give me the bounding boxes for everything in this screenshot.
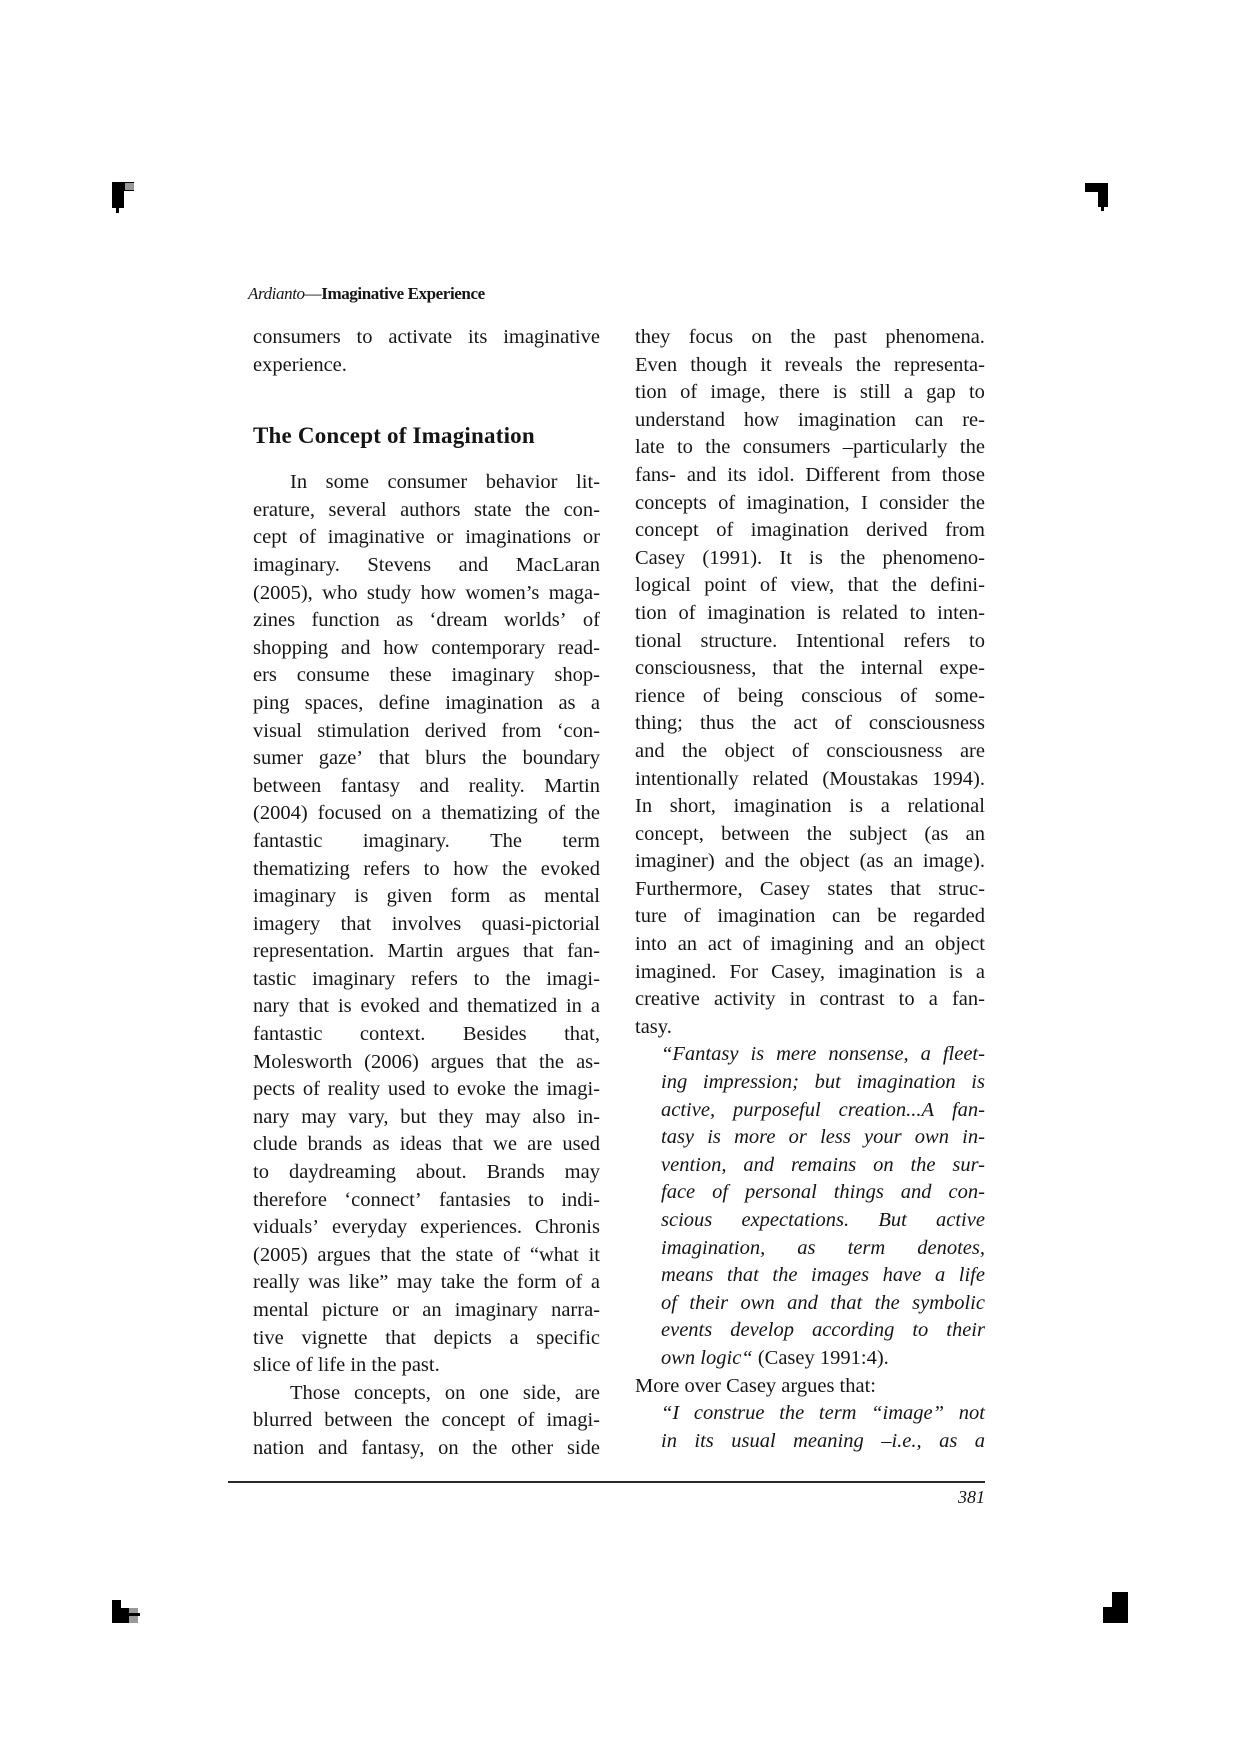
text-line: viduals’ everyday experiences. Chronis: [253, 1216, 600, 1239]
text-line: and the object of consciousness are: [635, 739, 985, 762]
text-line: between fantasy and reality. Martin: [253, 774, 600, 797]
text-line: intentionally related (Moustakas 1994).: [635, 767, 985, 790]
text-line: concept, between the subject (as an: [635, 822, 985, 845]
crop-mark-top-left-icon: [112, 182, 146, 214]
crop-mark-bottom-right-icon: [1103, 1592, 1129, 1624]
text-line: shopping and how contemporary read-: [253, 636, 600, 659]
running-header-author: Ardianto: [248, 284, 305, 303]
text-line: consciousness, that the internal expe-: [635, 657, 985, 680]
text-line: Those concepts, on one side, are: [290, 1381, 600, 1404]
text-line: slice of life in the past.: [253, 1354, 440, 1377]
text-line: tasy is more or less your own in-: [661, 1126, 985, 1149]
text-line: late to the consumers –particularly the: [635, 436, 985, 459]
text-line: of their own and that the symbolic: [661, 1291, 985, 1314]
section-heading: The Concept of Imagination: [253, 423, 535, 449]
text-line: imaginary is given form as mental: [253, 885, 600, 908]
text-line: Even though it reveals the representa-: [635, 353, 985, 376]
text-line: into an act of imagining and an object: [635, 933, 985, 956]
text-line: erature, several authors state the con-: [253, 498, 600, 521]
text-line: nation and fantasy, on the other side: [253, 1436, 600, 1459]
text-line: scious expectations. But active: [661, 1209, 985, 1231]
text-line: imaginary. Stevens and MacLaran: [253, 553, 600, 576]
text-line: they focus on the past phenomena.: [635, 326, 985, 348]
text-line: tive vignette that depicts a specific: [253, 1326, 600, 1349]
crop-mark-bottom-left-icon: [112, 1600, 142, 1626]
text-line: active, purposeful creation...A fan-: [661, 1098, 985, 1121]
text-line: face of personal things and con-: [661, 1181, 985, 1204]
text-line: tastic imaginary refers to the imagi-: [253, 967, 600, 990]
text-line: ture of imagination can be regarded: [635, 905, 985, 928]
text-line: imaginer) and the object (as an image).: [635, 850, 985, 873]
text-line: vention, and remains on the sur-: [661, 1153, 985, 1176]
running-header-dash: —: [304, 284, 322, 303]
text-line: mental picture or an imaginary narra-: [253, 1299, 600, 1321]
text-line: fantastic imaginary. The term: [253, 829, 600, 852]
text-line: In some consumer behavior lit-: [290, 471, 600, 494]
text-line: nary may vary, but they may also in-: [253, 1105, 600, 1128]
text-line: to daydreaming about. Brands may: [253, 1161, 600, 1184]
running-header: [248, 284, 485, 304]
text-line: concepts of imagination, I consider the: [635, 491, 985, 514]
text-line: “I construe the term “image” not: [661, 1402, 985, 1425]
crop-mark-top-right-icon: [1085, 183, 1111, 213]
text-line: tasy.: [635, 1015, 672, 1038]
page-number: 381: [958, 1487, 985, 1507]
text-line: representation. Martin argues that fan-: [253, 940, 600, 963]
text-line: rience of being conscious of some-: [635, 684, 985, 707]
text-line: means that the images have a life: [661, 1264, 985, 1287]
text-line: In short, imagination is a relational: [635, 795, 985, 818]
text-line: therefore ‘connect’ fantasies to indi-: [253, 1188, 600, 1211]
text-line: experience.: [253, 353, 347, 376]
text-line: thing; thus the act of consciousness: [635, 712, 985, 735]
text-line: tion of image, there is still a gap to: [635, 381, 985, 404]
text-line: Molesworth (2006) argues that the as-: [253, 1050, 600, 1073]
text-line: blurred between the concept of imagi-: [253, 1409, 600, 1432]
text-line: visual stimulation derived from ‘con-: [253, 719, 600, 742]
footer-rule: [228, 1481, 985, 1483]
text-line: sumer gaze’ that blurs the boundary: [253, 747, 600, 770]
text-line: creative activity in contrast to a fan-: [635, 988, 985, 1011]
running-header-title: Imaginative Experience: [321, 284, 485, 303]
text-line: (2005), who study how women’s maga-: [253, 581, 600, 604]
text-line: cept of imaginative or imaginations or: [253, 526, 600, 549]
text-line: “Fantasy is mere nonsense, a fleet-: [661, 1043, 985, 1066]
text-line: concept of imagination derived from: [635, 519, 985, 542]
text-line: really was like” may take the form of a: [253, 1271, 600, 1294]
text-line: tional structure. Intentional refers to: [635, 629, 985, 652]
text-line: (2005) argues that the state of “what it: [253, 1243, 600, 1266]
text-line: ing impression; but imagination is: [661, 1071, 985, 1094]
text-line: pects of reality used to evoke the imagi-: [253, 1078, 600, 1101]
text-line: own logic“ (Casey 1991:4).: [661, 1346, 889, 1369]
text-line: imagery that involves quasi-pictorial: [253, 912, 600, 935]
text-line: fantastic context. Besides that,: [253, 1023, 600, 1046]
text-line: Casey (1991). It is the phenomeno-: [635, 546, 985, 569]
text-column-left: [253, 324, 600, 1463]
text-line: imagined. For Casey, imagination is a: [635, 960, 985, 983]
text-line: (2004) focused on a thematizing of the: [253, 802, 600, 825]
text-line: nary that is evoked and thematized in a: [253, 995, 600, 1018]
text-line: clude brands as ideas that we are used: [253, 1133, 600, 1156]
text-line: ers consume these imaginary shop-: [253, 664, 600, 687]
text-line: events develop according to their: [661, 1319, 985, 1342]
text-line: understand how imagination can re-: [635, 408, 985, 431]
text-line: tion of imagination is related to inten-: [635, 601, 985, 624]
text-line: consumers to activate its imaginative: [253, 326, 600, 348]
text-line: thematizing refers to how the evoked: [253, 857, 600, 880]
text-line: imagination, as term denotes,: [661, 1236, 985, 1259]
text-line: in its usual meaning –i.e., as a: [661, 1429, 985, 1452]
text-line: Furthermore, Casey states that struc-: [635, 877, 985, 900]
text-line: zines function as ‘dream worlds’ of: [253, 609, 600, 632]
text-column-right: [635, 324, 985, 1455]
text-line: logical point of view, that the defini-: [635, 574, 985, 597]
text-line: ping spaces, define imagination as a: [253, 691, 600, 714]
text-line: fans- and its idol. Different from those: [635, 463, 985, 486]
text-line: More over Casey argues that:: [635, 1374, 876, 1397]
